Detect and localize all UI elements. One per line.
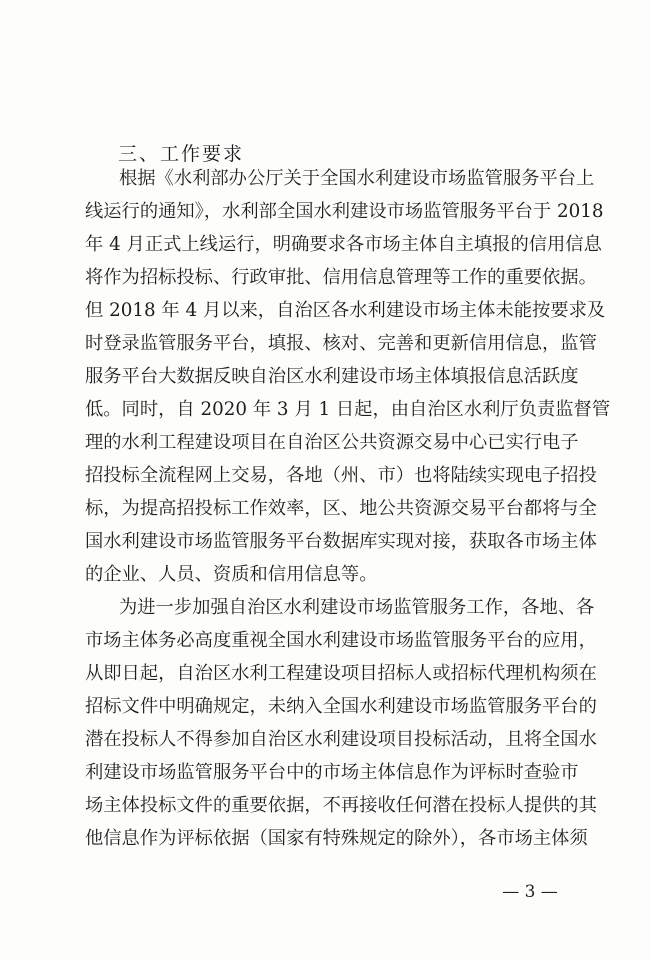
paragraph-2-line-6: 利建设市场监管服务平台中的市场主体信息作为评标时查验市 <box>85 762 579 783</box>
paragraph-2-line-3: 从即日起，自治区水利工程建设项目招标人或招标代理机构须在 <box>85 663 597 684</box>
paragraph-1-line-2: 线运行的通知》，水利部全国水利建设市场监管服务平台于 2018 <box>85 201 604 222</box>
paragraph-1-line-13: 的企业、人员、资质和信用信息等。 <box>85 564 378 585</box>
paragraph-1-line-11: 标，为提高招投标工作效率，区、地公共资源交易平台都将与全 <box>85 498 597 519</box>
paragraph-1-line-1: 根据《水利部办公厅关于全国水利建设市场监管服务平台上 <box>119 168 595 189</box>
paragraph-1-line-8: 低。同时，自 2020 年 3 月 1 日起，由自治区水利厅负责监督管 <box>85 399 611 420</box>
paragraph-1-line-4: 将作为招标投标、行政审批、信用信息管理等工作的重要依据。 <box>85 267 597 288</box>
paragraph-2-line-4: 招标文件中明确规定，未纳入全国水利建设市场监管服务平台的 <box>85 696 597 717</box>
paragraph-2-line-7: 场主体投标文件的重要依据，不再接收任何潜在投标人提供的其 <box>85 795 597 816</box>
paragraph-1-line-7: 服务平台大数据反映自治区水利建设市场主体填报信息活跃度 <box>85 366 579 387</box>
paragraph-1-line-10: 招投标全流程网上交易，各地（州、市）也将陆续实现电子招投 <box>85 465 597 486</box>
paragraph-2-line-2: 市场主体务必高度重视全国水利建设市场监管服务平台的应用， <box>85 630 597 651</box>
paragraph-1-line-5: 但 2018 年 4 月以来，自治区各水利建设市场主体未能按要求及 <box>85 300 606 321</box>
paragraph-1-line-6: 时登录监管服务平台，填报、核对、完善和更新信用信息，监管 <box>85 333 597 354</box>
section-heading: 三、工作要求 <box>118 143 245 165</box>
paragraph-1-line-3: 年 4 月正式上线运行，明确要求各市场主体自主填报的信用信息 <box>85 234 602 255</box>
paragraph-2-line-5: 潜在投标人不得参加自治区水利建设项目投标活动，且将全国水 <box>85 729 597 750</box>
paragraph-1-line-9: 理的水利工程建设项目在自治区公共资源交易中心已实行电子 <box>85 432 579 453</box>
paragraph-2-line-1: 为进一步加强自治区水利建设市场监管服务工作，各地、各 <box>119 597 595 618</box>
paragraph-1-line-12: 国水利建设市场监管服务平台数据库实现对接，获取各市场主体 <box>85 531 597 552</box>
paragraph-2-line-8: 他信息作为评标依据（国家有特殊规定的除外），各市场主体须 <box>85 828 588 849</box>
page-number: — 3 — <box>502 882 558 902</box>
